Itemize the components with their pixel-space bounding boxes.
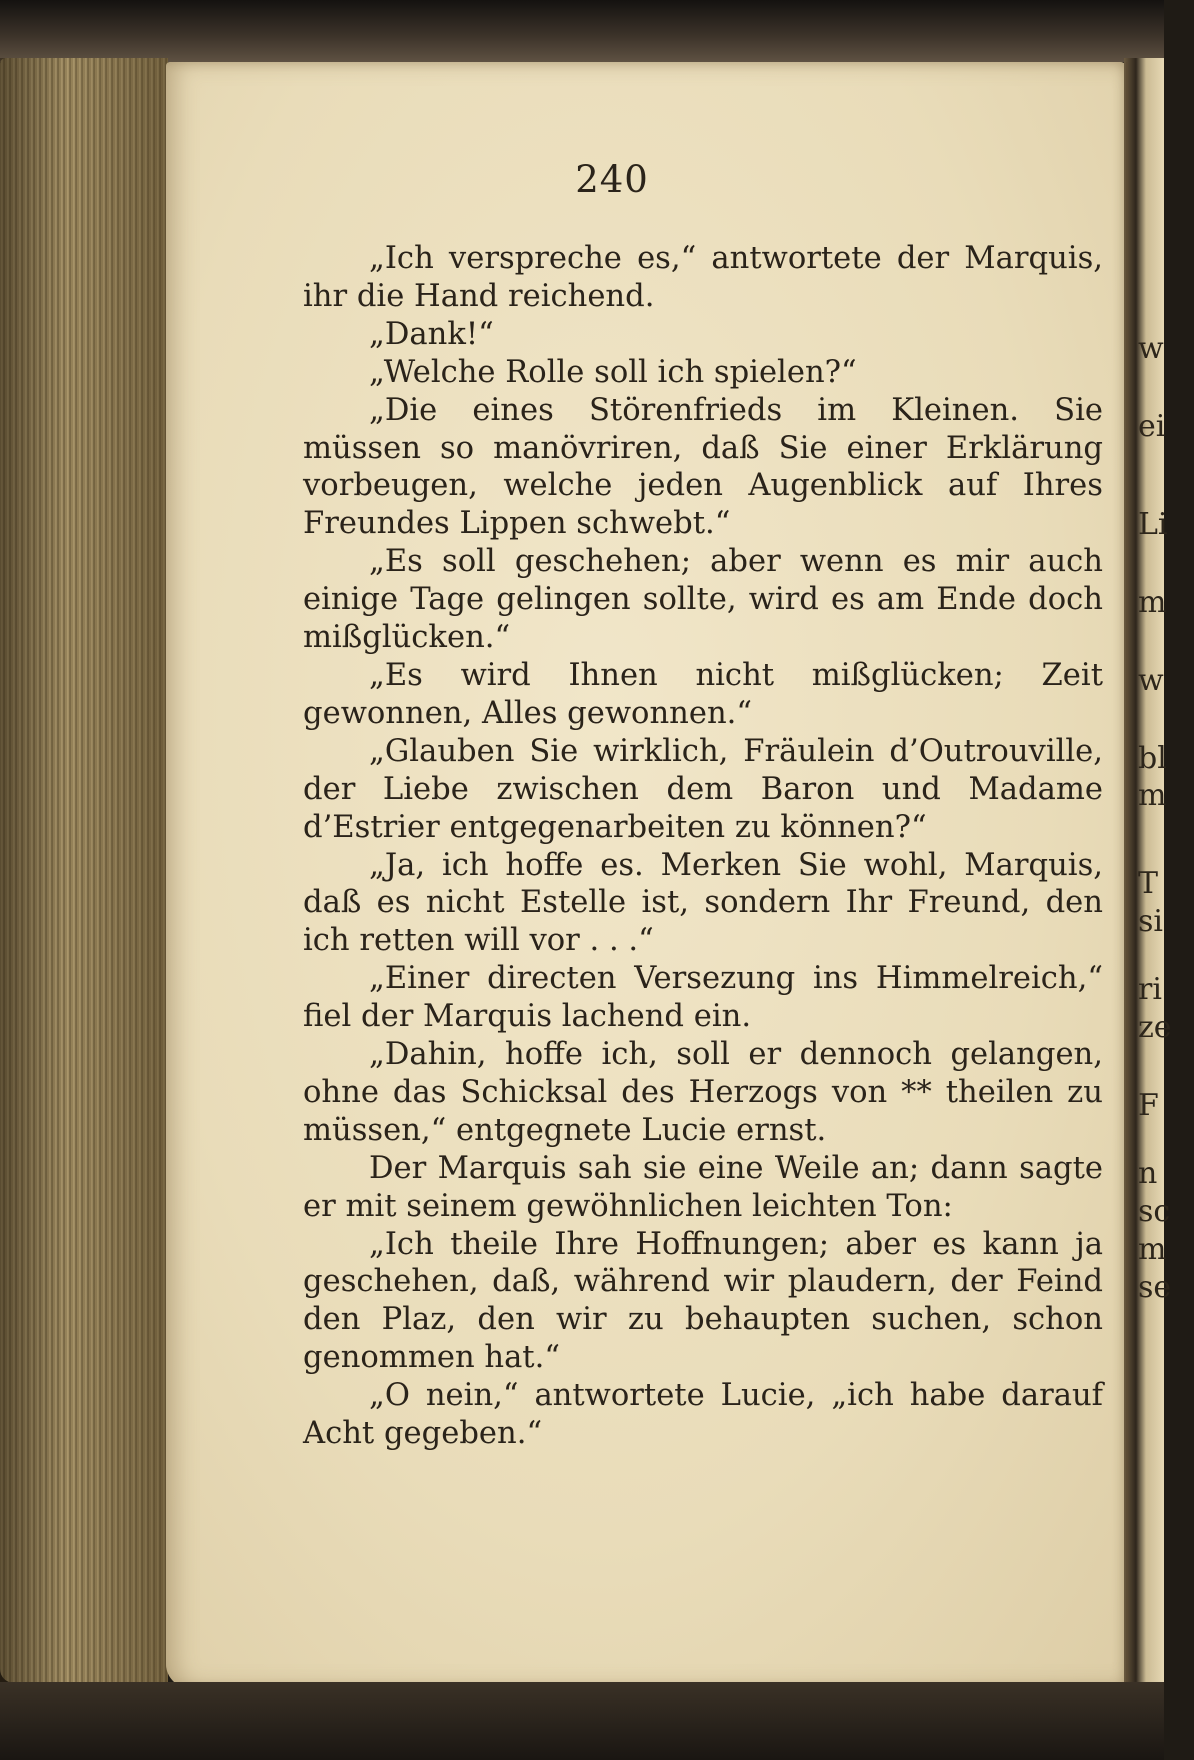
paragraph: „Welche Rolle soll ich spielen?“ [369, 354, 857, 390]
paragraph: „Einer directen Versezung ins Himmelreich,“ fiel der Marquis lachend ein. [303, 961, 1103, 1035]
neighbor-page-fragments [1138, 330, 1172, 1630]
neighbor-fragment: sc [1138, 1193, 1171, 1229]
paragraph: „Die eines Störenfrieds im Kleinen. Sie müssen so manövriren, daß Sie einer Erklärung vorbeugen, welche jeden Augenblick auf Ihres Freundes Lippen schwebt.“ [303, 392, 1103, 542]
page-text [303, 240, 1103, 1453]
paragraph: „Glauben Sie wirklich, Fräulein d’Outrouville, der Liebe zwischen dem Baron und Madame d’Estrier entgegenarbeiten zu können?“ [303, 733, 1103, 845]
neighbor-fragment: se [1138, 1269, 1172, 1305]
neighbor-fragment: m [1138, 1231, 1167, 1267]
neighbor-fragment: w [1138, 662, 1164, 698]
paragraph: „Es wird Ihnen nicht mißglücken; Zeit gewonnen, Alles gewonnen.“ [303, 657, 1103, 731]
page-fold-line [1126, 62, 1128, 1682]
page-edges-left [0, 58, 168, 1683]
paragraph: „O nein,“ antwortete Lucie, „ich habe darauf Acht gegeben.“ [303, 1378, 1103, 1452]
page-number: 240 [575, 158, 649, 201]
neighbor-fragment: ri [1138, 972, 1162, 1008]
neighbor-fragment: ei [1138, 408, 1166, 444]
neighbor-fragment: T [1138, 866, 1159, 902]
neighbor-fragment: m [1138, 778, 1167, 814]
paragraph: „Dahin, hoffe ich, soll er dennoch gelangen, ohne das Schicksal des Herzogs von ** theilen zu müssen,“ entgegnete Lucie ernst. [303, 1037, 1103, 1148]
neighbor-fragment: m [1138, 584, 1167, 620]
book-cover-top [0, 0, 1164, 62]
paragraph: „Ich theile Ihre Hoffnungen; aber es kann ja geschehen, daß, während wir plaudern, der Feind den Plaz, den wir zu behaupten suchen, schon genommen hat.“ [303, 1226, 1103, 1376]
paragraph: „Es soll geschehen; aber wenn es mir auch einige Tage gelingen sollte, wird es am Ende doch mißglücken.“ [303, 544, 1103, 656]
paragraph: „Dank!“ [369, 316, 494, 352]
paragraph: Der Marquis sah sie eine Weile an; dann sagte er mit seinem gewöhnlichen leichten Ton: [303, 1150, 1103, 1224]
paragraph: „Ich verspreche es,“ antwortete der Marquis, ihr die Hand reichend. [303, 241, 1103, 314]
neighbor-fragment: si [1138, 904, 1163, 940]
paragraph: „Ja, ich hoffe es. Merken Sie wohl, Marquis, daß es nicht Estelle ist, sondern Ihr Freund, den ich retten will vor . . .“ [303, 847, 1103, 959]
neighbor-fragment: F [1138, 1087, 1159, 1123]
neighbor-fragment: n [1138, 1155, 1158, 1191]
neighbor-fragment: Li [1138, 506, 1168, 542]
neighbor-fragment: w [1138, 331, 1164, 366]
neighbor-fragment: ze [1138, 1010, 1172, 1046]
neighbor-fragment: bl [1138, 740, 1167, 776]
book-cover-bottom [0, 1682, 1164, 1760]
